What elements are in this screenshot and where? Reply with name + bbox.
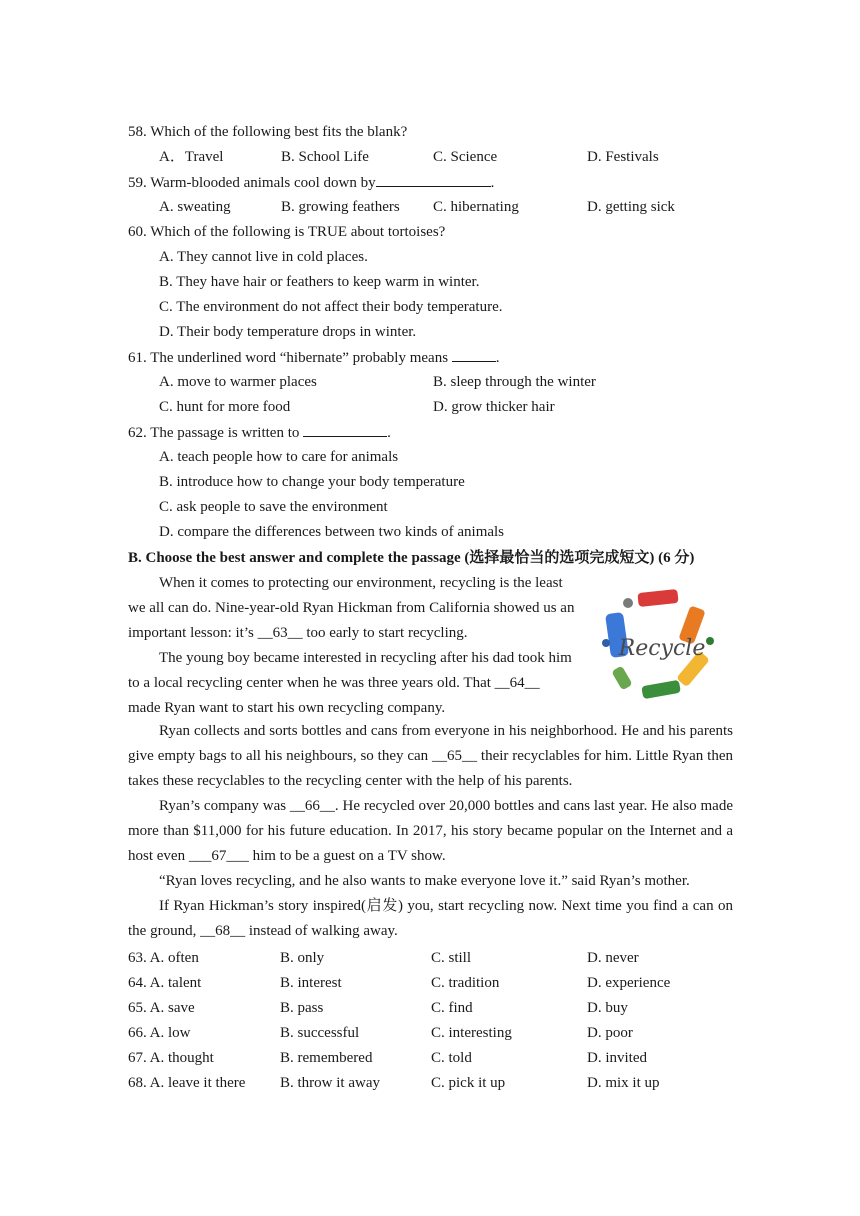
q61-stem-line xyxy=(128,347,500,368)
q63-option-d: D. never xyxy=(587,950,639,966)
q62-stem: 62. The passage is written to xyxy=(128,425,300,441)
q59-tail: . xyxy=(490,175,495,191)
q61-option-c: C. hunt for more food xyxy=(159,399,291,415)
q59-option-d: D. getting sick xyxy=(587,199,675,215)
q67-option-a: 67. A. thought xyxy=(128,1050,214,1066)
passage-p4-text: Ryan’s company was __66__. He recycled over 20,000 bottles and cans last year. He also made more than $11,000 for his future education. In 2017, his story became popular on the Internet and a host even ___67___ him to be a guest on a TV show. xyxy=(128,798,733,864)
q64-option-d: D. experience xyxy=(587,975,671,991)
q59-option-a: A. sweating xyxy=(159,199,231,215)
q62-blank xyxy=(303,422,387,437)
q61-blank xyxy=(452,347,496,362)
q60-option-c: C. The environment do not affect their body temperature. xyxy=(159,299,503,315)
q58-option-d: D. Festivals xyxy=(587,149,659,165)
q59-stem: 59. Warm-blooded animals cool down by xyxy=(128,175,376,191)
passage-p3-text: Ryan collects and sorts bottles and cans from everyone in his neighborhood. He and his parents give empty bags to all his neighbours, so they can __65__ their recyclables for him. Little Ryan then takes these recyclables to the recycling center with the help of his parents. xyxy=(128,723,733,789)
q59-option-b: B. growing feathers xyxy=(281,199,400,215)
q62-option-d: D. compare the differences between two kinds of animals xyxy=(159,524,505,540)
q62-option-c: C. ask people to save the environment xyxy=(159,499,388,515)
q60-option-a: A. They cannot live in cold places. xyxy=(159,249,368,265)
q62-stem-line xyxy=(128,422,391,443)
q59-option-c: C. hibernating xyxy=(433,199,519,215)
q67-option-b: B. remembered xyxy=(280,1050,373,1066)
q60-option-b: B. They have hair or feathers to keep warm in winter. xyxy=(159,274,480,290)
q65-option-d: D. buy xyxy=(587,1000,628,1016)
q60-option-d: D. Their body temperature drops in winter. xyxy=(159,324,417,340)
passage-paragraph-3 xyxy=(128,719,733,794)
q58-option-c: C. Science xyxy=(433,149,498,165)
q66-option-d: D. poor xyxy=(587,1025,633,1041)
q58-option-a: A．Travel xyxy=(159,149,224,165)
passage-p2-line1: The young boy became interested in recycling after his dad took him xyxy=(159,650,572,666)
recycle-logo-image xyxy=(598,585,726,709)
q61-option-d: D. grow thicker hair xyxy=(433,399,555,415)
passage-paragraph-5 xyxy=(128,869,733,894)
q68-option-c: C. pick it up xyxy=(431,1075,506,1091)
q66-option-b: B. successful xyxy=(280,1025,360,1041)
q60-stem: 60. Which of the following is TRUE about tortoises? xyxy=(128,224,446,240)
passage-p5-text: “Ryan loves recycling, and he also wants to make everyone love it.” said Ryan’s mother. xyxy=(159,873,690,889)
passage-paragraph-4 xyxy=(128,794,733,869)
q63-option-b: B. only xyxy=(280,950,325,966)
q65-option-a: 65. A. save xyxy=(128,1000,195,1016)
q66-option-a: 66. A. low xyxy=(128,1025,191,1041)
q62-tail: . xyxy=(387,425,391,441)
section-b-heading: B. Choose the best answer and complete the passage (选择最恰当的选项完成短文) (6 分) xyxy=(128,550,695,566)
q65-option-b: B. pass xyxy=(280,1000,324,1016)
passage-p1-line3: important lesson: it’s __63__ too early to start recycling. xyxy=(128,625,468,641)
q58-stem: 58. Which of the following best fits the blank? xyxy=(128,124,408,140)
q64-option-c: C. tradition xyxy=(431,975,500,991)
q67-option-c: C. told xyxy=(431,1050,472,1066)
q58-option-b: B. School Life xyxy=(281,149,369,165)
passage-paragraph-6 xyxy=(128,894,733,944)
q59-blank xyxy=(376,172,491,187)
q61-tail: . xyxy=(495,350,500,366)
q67-option-d: D. invited xyxy=(587,1050,647,1066)
q65-option-c: C. find xyxy=(431,1000,473,1016)
q63-option-c: C. still xyxy=(431,950,472,966)
recycle-logo-text: Recycle xyxy=(618,636,706,661)
q63-option-a: 63. A. often xyxy=(128,950,199,966)
q66-option-c: C. interesting xyxy=(431,1025,512,1041)
passage-p2-line2: to a local recycling center when he was three years old. That __64__ xyxy=(128,675,540,691)
q59-stem-line xyxy=(128,172,494,193)
q61-option-b: B. sleep through the winter xyxy=(433,374,596,390)
q62-option-b: B. introduce how to change your body temperature xyxy=(159,474,465,490)
q68-option-b: B. throw it away xyxy=(280,1075,380,1091)
passage-p1-line2: we all can do. Nine-year-old Ryan Hickman from California showed us an xyxy=(128,600,575,616)
passage-p1-line1: When it comes to protecting our environment, recycling is the least xyxy=(159,575,563,591)
passage-p2-line3: made Ryan want to start his own recycling company. xyxy=(128,700,446,716)
q64-option-b: B. interest xyxy=(280,975,342,991)
passage-p6-text: If Ryan Hickman’s story inspired(启发) you, start recycling now. Next time you find a can on the ground, __68__ instead of walking away. xyxy=(128,898,733,939)
q68-option-d: D. mix it up xyxy=(587,1075,660,1091)
q64-option-a: 64. A. talent xyxy=(128,975,202,991)
q68-option-a: 68. A. leave it there xyxy=(128,1075,246,1091)
q62-option-a: A. teach people how to care for animals xyxy=(159,449,399,465)
q61-stem: 61. The underlined word “hibernate” probably means xyxy=(128,350,449,366)
q61-option-a: A. move to warmer places xyxy=(159,374,317,390)
